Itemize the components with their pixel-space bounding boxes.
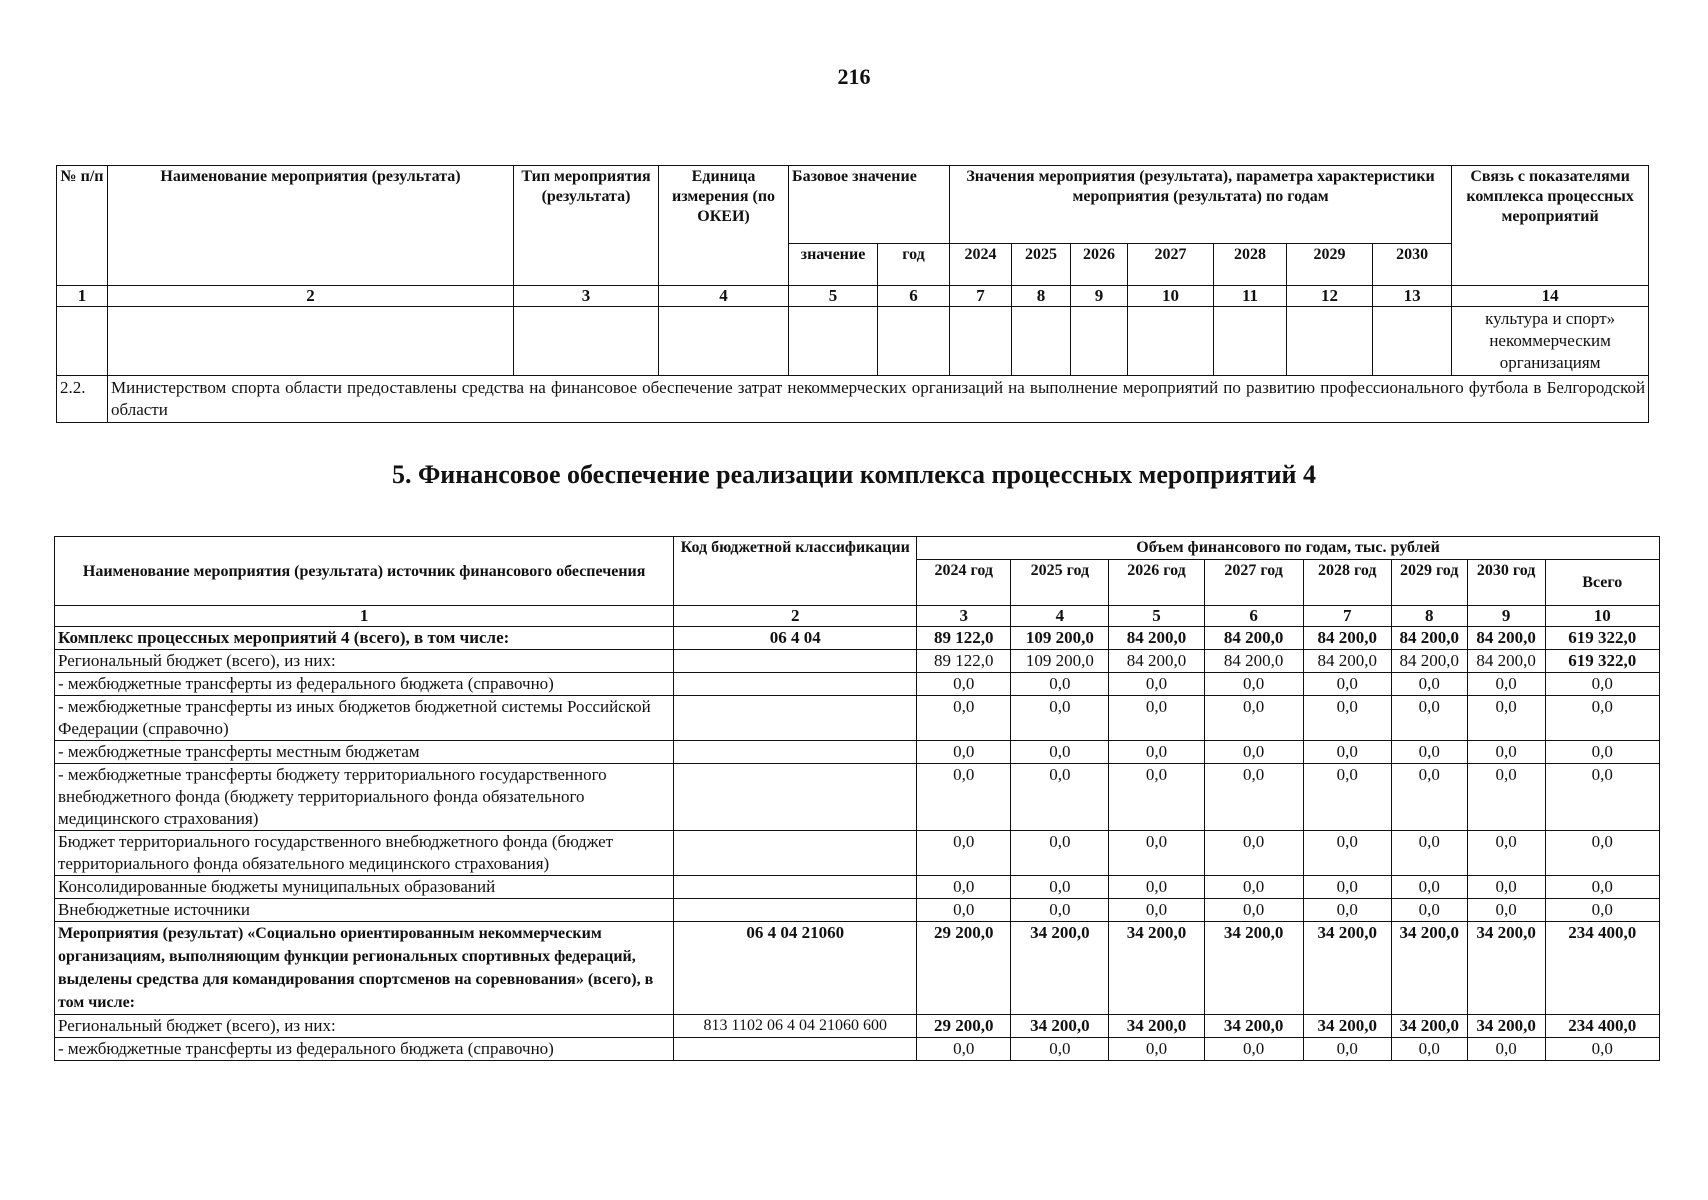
row-value: 0,0 bbox=[1109, 696, 1204, 741]
column-number: 2 bbox=[674, 606, 917, 627]
row-value: 0,0 bbox=[1204, 764, 1303, 831]
row-value: 0,0 bbox=[1303, 899, 1391, 922]
row-name: Внебюджетные источники bbox=[55, 899, 674, 922]
row-code bbox=[674, 831, 917, 876]
row-code bbox=[674, 696, 917, 741]
column-number: 2 bbox=[108, 286, 514, 307]
row-value: 0,0 bbox=[1303, 1038, 1391, 1061]
row-value: 0,0 bbox=[1391, 831, 1467, 876]
header-year: 2024 bbox=[950, 244, 1012, 286]
row-value: 0,0 bbox=[1011, 741, 1109, 764]
row-value: 89 122,0 bbox=[917, 627, 1011, 650]
row-value: 34 200,0 bbox=[1109, 1015, 1204, 1038]
row-value: 0,0 bbox=[1467, 1038, 1545, 1061]
column-number: 9 bbox=[1467, 606, 1545, 627]
row-name: - межбюджетные трансферты бюджету территориального государственного внебюджетного фонда (бюджету территориального фонда обязательного медицинского страхования) bbox=[55, 764, 674, 831]
column-number: 12 bbox=[1287, 286, 1373, 307]
column-numbers-row bbox=[57, 286, 1649, 307]
row-value: 84 200,0 bbox=[1204, 627, 1303, 650]
row-code bbox=[674, 764, 917, 831]
row-code: 813 1102 06 4 04 21060 600 bbox=[674, 1015, 917, 1038]
column-numbers-row bbox=[55, 606, 1660, 627]
row-value: 34 200,0 bbox=[1011, 1015, 1109, 1038]
row-value: 0,0 bbox=[1467, 831, 1545, 876]
header-volume: Объем финансового по годам, тыс. рублей bbox=[917, 537, 1660, 560]
row-value: 84 200,0 bbox=[1391, 650, 1467, 673]
row-value: 0,0 bbox=[917, 831, 1011, 876]
table-row bbox=[55, 899, 1660, 922]
row-value: 34 200,0 bbox=[1467, 1015, 1545, 1038]
row-total: 0,0 bbox=[1545, 764, 1659, 831]
row-value: 0,0 bbox=[1204, 899, 1303, 922]
row-name: - межбюджетные трансферты из федерального бюджета (справочно) bbox=[55, 1038, 674, 1061]
row-value: 0,0 bbox=[1391, 696, 1467, 741]
row-name: - межбюджетные трансферты местным бюджетам bbox=[55, 741, 674, 764]
row-value: 0,0 bbox=[1303, 696, 1391, 741]
row-name: Региональный бюджет (всего), из них: bbox=[55, 1015, 674, 1038]
row-code bbox=[674, 876, 917, 899]
row-value: 0,0 bbox=[1204, 1038, 1303, 1061]
row-value: 0,0 bbox=[1109, 741, 1204, 764]
row-code: 06 4 04 21060 bbox=[674, 922, 917, 1015]
row-value: 0,0 bbox=[1011, 899, 1109, 922]
row-value: 34 200,0 bbox=[1303, 1015, 1391, 1038]
column-number: 7 bbox=[1303, 606, 1391, 627]
row-value: 0,0 bbox=[917, 673, 1011, 696]
row-value: 0,0 bbox=[1109, 876, 1204, 899]
row-value: 34 200,0 bbox=[1204, 1015, 1303, 1038]
row-code: 06 4 04 bbox=[674, 627, 917, 650]
row-value: 0,0 bbox=[1303, 876, 1391, 899]
table-row bbox=[55, 922, 1660, 1015]
row-value: 0,0 bbox=[917, 876, 1011, 899]
row-value: 34 200,0 bbox=[1109, 922, 1204, 1015]
row-total: 0,0 bbox=[1545, 899, 1659, 922]
column-number: 13 bbox=[1373, 286, 1452, 307]
column-number: 9 bbox=[1071, 286, 1128, 307]
row-value: 34 200,0 bbox=[1391, 922, 1467, 1015]
row-name: Бюджет территориального государственного внебюджетного фонда (бюджет территориального фонда обязательного медицинского страхования) bbox=[55, 831, 674, 876]
header-year: 2026 bbox=[1071, 244, 1128, 286]
header-num: № п/п bbox=[57, 166, 108, 286]
column-number: 8 bbox=[1012, 286, 1071, 307]
row-name: Консолидированные бюджеты муниципальных образований bbox=[55, 876, 674, 899]
column-number: 1 bbox=[55, 606, 674, 627]
row-code bbox=[674, 650, 917, 673]
row-code bbox=[674, 899, 917, 922]
column-number: 3 bbox=[917, 606, 1011, 627]
column-number: 6 bbox=[1204, 606, 1303, 627]
row-value: 0,0 bbox=[1109, 673, 1204, 696]
header-unit: Единица измерения (по ОКЕИ) bbox=[659, 166, 789, 286]
row-value: 0,0 bbox=[1303, 764, 1391, 831]
row-value: 0,0 bbox=[1204, 696, 1303, 741]
row-value: 0,0 bbox=[1011, 673, 1109, 696]
row-value: 0,0 bbox=[1391, 764, 1467, 831]
row-value: 0,0 bbox=[1011, 764, 1109, 831]
header-year: 2029 год bbox=[1391, 560, 1467, 606]
header-year: 2025 bbox=[1012, 244, 1071, 286]
row-total: 234 400,0 bbox=[1545, 922, 1659, 1015]
column-number: 4 bbox=[659, 286, 789, 307]
header-year: 2029 bbox=[1287, 244, 1373, 286]
continuation-row bbox=[57, 307, 1649, 376]
header-type: Тип мероприятия (результата) bbox=[514, 166, 659, 286]
row-value: 34 200,0 bbox=[1391, 1015, 1467, 1038]
column-number: 5 bbox=[789, 286, 878, 307]
row-value: 0,0 bbox=[1467, 696, 1545, 741]
header-year: 2027 bbox=[1128, 244, 1214, 286]
row-value: 0,0 bbox=[1303, 741, 1391, 764]
row-value: 0,0 bbox=[1109, 1038, 1204, 1061]
row-total: 0,0 bbox=[1545, 1038, 1659, 1061]
row-value: 84 200,0 bbox=[1391, 627, 1467, 650]
table-row bbox=[55, 1015, 1660, 1038]
row-text: Министерством спорта области предоставлены средства на финансовое обеспечение затрат некоммерческих организаций на выполнение мероприятий по развитию профессионального футбола в Белгородской области bbox=[108, 376, 1649, 423]
row-name: - межбюджетные трансферты из иных бюджетов бюджетной системы Российской Федерации (справочно) bbox=[55, 696, 674, 741]
row-value: 0,0 bbox=[1204, 673, 1303, 696]
results-table bbox=[56, 165, 1649, 423]
column-number: 1 bbox=[57, 286, 108, 307]
table-row bbox=[55, 627, 1660, 650]
header-base-year: год bbox=[878, 244, 950, 286]
column-number: 5 bbox=[1109, 606, 1204, 627]
row-value: 0,0 bbox=[1204, 876, 1303, 899]
column-number: 11 bbox=[1214, 286, 1287, 307]
row-number: 2.2. bbox=[57, 376, 108, 423]
header-year: 2030 bbox=[1373, 244, 1452, 286]
row-value: 0,0 bbox=[1391, 899, 1467, 922]
row-value: 0,0 bbox=[1011, 696, 1109, 741]
row-value: 0,0 bbox=[1011, 876, 1109, 899]
row-code bbox=[674, 741, 917, 764]
row-value: 29 200,0 bbox=[917, 922, 1011, 1015]
header-year: 2027 год bbox=[1204, 560, 1303, 606]
table-row bbox=[55, 696, 1660, 741]
row-value: 0,0 bbox=[1391, 876, 1467, 899]
row-value: 0,0 bbox=[1303, 831, 1391, 876]
row-value: 0,0 bbox=[1109, 831, 1204, 876]
table-row bbox=[55, 650, 1660, 673]
header-base-value: значение bbox=[789, 244, 878, 286]
row-value: 0,0 bbox=[1303, 673, 1391, 696]
row-value: 84 200,0 bbox=[1467, 650, 1545, 673]
continuation-text: культура и спорт» некоммерческим организациям bbox=[1452, 307, 1649, 376]
row-value: 109 200,0 bbox=[1011, 650, 1109, 673]
row-value: 0,0 bbox=[1467, 876, 1545, 899]
row-value: 29 200,0 bbox=[917, 1015, 1011, 1038]
header-year: 2025 год bbox=[1011, 560, 1109, 606]
row-total: 234 400,0 bbox=[1545, 1015, 1659, 1038]
header-year: 2030 год bbox=[1467, 560, 1545, 606]
row-value: 84 200,0 bbox=[1109, 627, 1204, 650]
row-value: 0,0 bbox=[1391, 1038, 1467, 1061]
row-value: 0,0 bbox=[1011, 831, 1109, 876]
row-value: 34 200,0 bbox=[1204, 922, 1303, 1015]
row-value: 0,0 bbox=[1467, 764, 1545, 831]
row-name: Региональный бюджет (всего), из них: bbox=[55, 650, 674, 673]
header-year: 2028 bbox=[1214, 244, 1287, 286]
column-number: 14 bbox=[1452, 286, 1649, 307]
row-value: 0,0 bbox=[1467, 673, 1545, 696]
row-value: 0,0 bbox=[1011, 1038, 1109, 1061]
row-name: Мероприятия (результат) «Социально ориентированным некоммерческим организациям, выполняющим функции региональных спортивных федераций, выделены средства для командирования спортсменов на соревнования» (всего), в том числе: bbox=[55, 922, 674, 1015]
row-name: - межбюджетные трансферты из федерального бюджета (справочно) bbox=[55, 673, 674, 696]
row-name: Комплекс процессных мероприятий 4 (всего), в том числе: bbox=[55, 627, 674, 650]
header-link: Связь с показателями комплекса процессных мероприятий bbox=[1452, 166, 1649, 286]
column-number: 4 bbox=[1011, 606, 1109, 627]
row-total: 619 322,0 bbox=[1545, 650, 1659, 673]
header-year: 2026 год bbox=[1109, 560, 1204, 606]
row-value: 34 200,0 bbox=[1467, 922, 1545, 1015]
header-year: 2024 год bbox=[917, 560, 1011, 606]
row-value: 0,0 bbox=[1109, 764, 1204, 831]
row-value: 0,0 bbox=[1204, 831, 1303, 876]
row-value: 34 200,0 bbox=[1303, 922, 1391, 1015]
table-row bbox=[55, 673, 1660, 696]
row-value: 84 200,0 bbox=[1303, 627, 1391, 650]
row-value: 84 200,0 bbox=[1109, 650, 1204, 673]
header-name: Наименование мероприятия (результата) источник финансового обеспечения bbox=[55, 537, 674, 606]
row-total: 619 322,0 bbox=[1545, 627, 1659, 650]
row-value: 0,0 bbox=[917, 764, 1011, 831]
financing-table bbox=[54, 536, 1660, 1061]
header-year: 2028 год bbox=[1303, 560, 1391, 606]
row-value: 0,0 bbox=[917, 741, 1011, 764]
header-name: Наименование мероприятия (результата) bbox=[108, 166, 514, 286]
column-number: 10 bbox=[1128, 286, 1214, 307]
row-value: 0,0 bbox=[1467, 899, 1545, 922]
row-value: 0,0 bbox=[1467, 741, 1545, 764]
row-value: 0,0 bbox=[917, 899, 1011, 922]
table-row bbox=[55, 764, 1660, 831]
column-number: 8 bbox=[1391, 606, 1467, 627]
header-values: Значения мероприятия (результата), параметра характеристики мероприятия (результата) по годам bbox=[950, 166, 1452, 244]
header-base: Базовое значение bbox=[789, 166, 950, 244]
table-row bbox=[55, 741, 1660, 764]
page-number: 216 bbox=[837, 64, 871, 89]
row-value: 0,0 bbox=[1204, 741, 1303, 764]
row-value: 84 200,0 bbox=[1467, 627, 1545, 650]
row-value: 34 200,0 bbox=[1011, 922, 1109, 1015]
header-code: Код бюджетной классификации bbox=[674, 537, 917, 606]
row-value: 89 122,0 bbox=[917, 650, 1011, 673]
row-total: 0,0 bbox=[1545, 831, 1659, 876]
row-value: 84 200,0 bbox=[1204, 650, 1303, 673]
column-number: 3 bbox=[514, 286, 659, 307]
row-total: 0,0 bbox=[1545, 696, 1659, 741]
table-row bbox=[55, 876, 1660, 899]
row-value: 84 200,0 bbox=[1303, 650, 1391, 673]
row-code bbox=[674, 1038, 917, 1061]
row-value: 0,0 bbox=[917, 1038, 1011, 1061]
header-total: Всего bbox=[1545, 560, 1659, 606]
table-row bbox=[55, 831, 1660, 876]
row-value: 0,0 bbox=[1391, 673, 1467, 696]
row-value: 0,0 bbox=[1109, 899, 1204, 922]
row-total: 0,0 bbox=[1545, 741, 1659, 764]
row-value: 0,0 bbox=[917, 696, 1011, 741]
row-total: 0,0 bbox=[1545, 673, 1659, 696]
row-total: 0,0 bbox=[1545, 876, 1659, 899]
row-value: 109 200,0 bbox=[1011, 627, 1109, 650]
table-row bbox=[55, 1038, 1660, 1061]
column-number: 6 bbox=[878, 286, 950, 307]
row-code bbox=[674, 673, 917, 696]
row-value: 0,0 bbox=[1391, 741, 1467, 764]
column-number: 10 bbox=[1545, 606, 1659, 627]
column-number: 7 bbox=[950, 286, 1012, 307]
table-row bbox=[57, 376, 1649, 423]
section-title: 5. Финансовое обеспечение реализации комплекса процессных мероприятий 4 bbox=[391, 460, 1317, 489]
